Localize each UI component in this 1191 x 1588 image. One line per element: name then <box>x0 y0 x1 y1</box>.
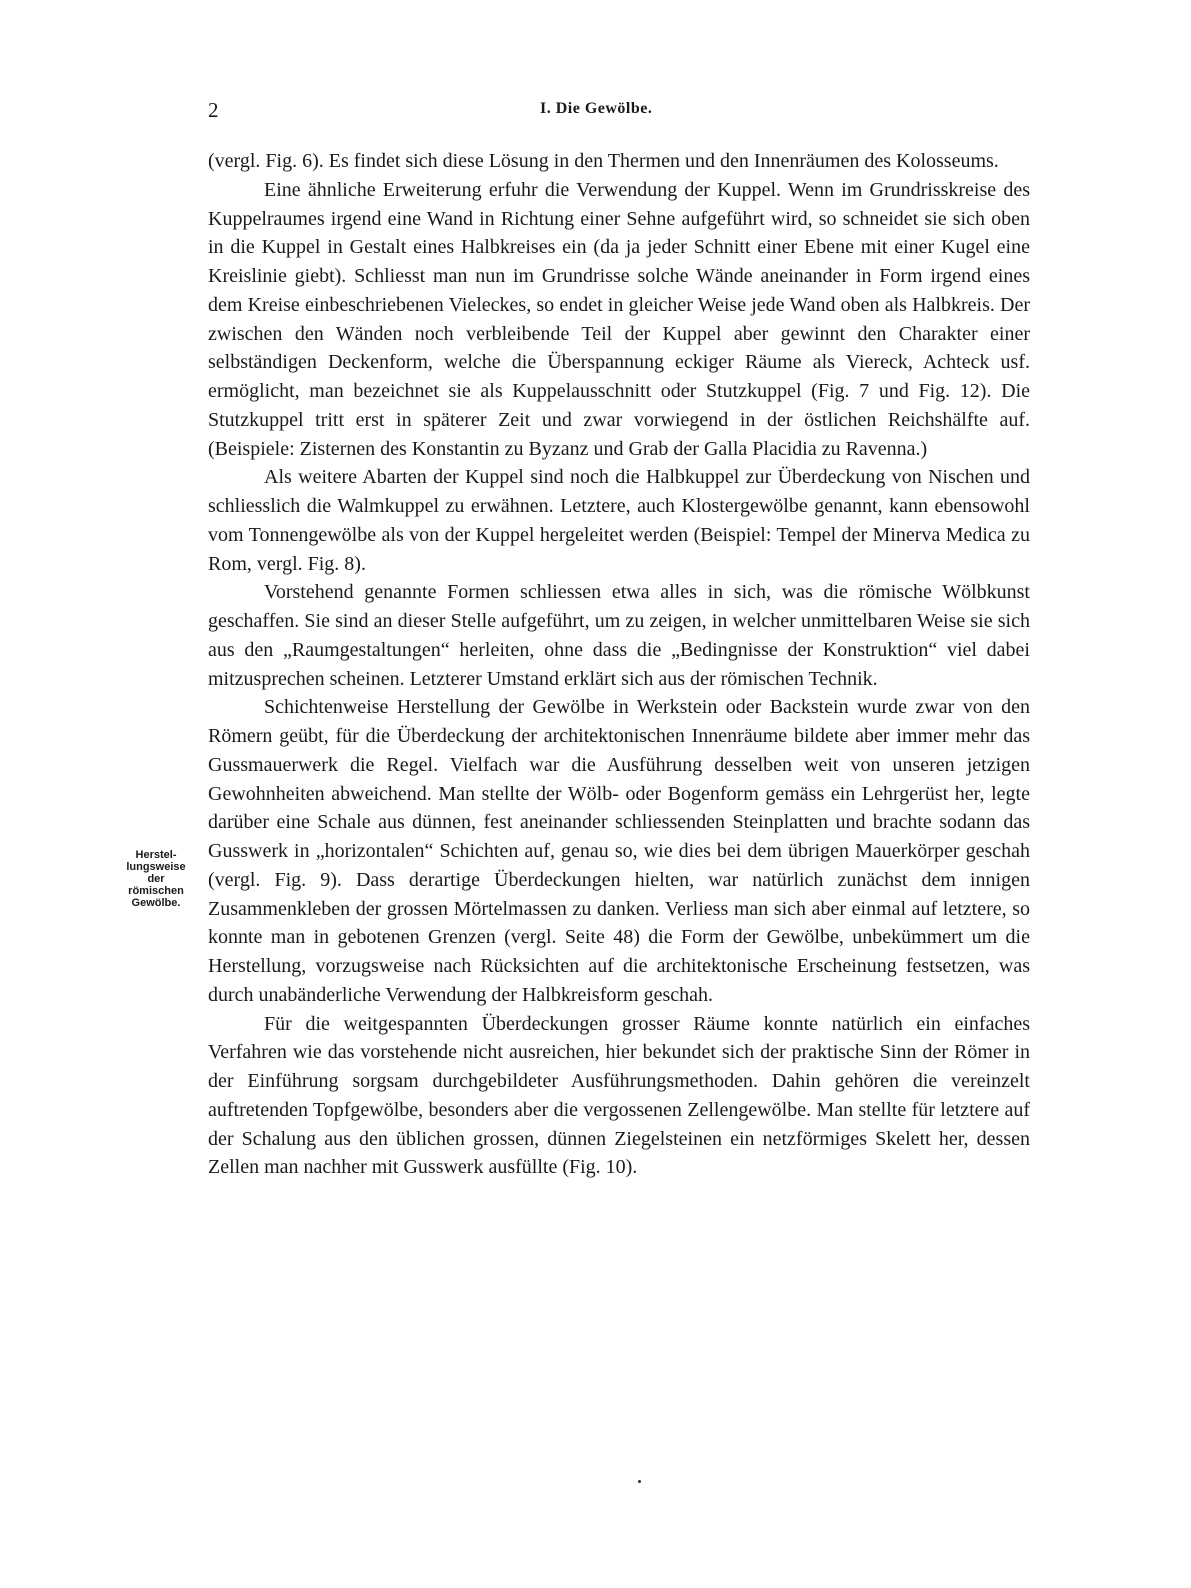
margin-note: Herstel- lungsweise der römischen Gewölbe. <box>126 849 186 909</box>
running-title: I. Die Gewölbe. <box>540 100 653 117</box>
stray-mark <box>638 1480 641 1483</box>
paragraph: (vergl. Fig. 6). Es findet sich diese Lösung in den Thermen und den Innenräumen des Kolosseums. <box>208 150 999 172</box>
paragraph: Eine ähnliche Erweiterung erfuhr die Verwendung der Kuppel. Wenn im Grundrisskreise des Kuppelraumes irgend eine Wand in Richtung einer Sehne aufgeführt wird, so schneidet sie sich oben in die Kuppel in Gestalt eines Halbkreises ein (da ja jeder Schnitt einer Ebene mit einer Kugel eine Kreislinie giebt). Schliesst man nun im Grundrisse solche Wände aneinander in Form irgend eines dem Kreise einbeschriebenen Vieleckes, so endet in gleicher Weise jede Wand oben als Halbkreis. Der zwischen den Wänden noch verbleibende Teil der Kuppel aber gewinnt den Charakter einer selbständigen Deckenform, welche die Überspannung eckiger Räume als Viereck, Achteck usf. ermöglicht, man bezeichnet sie als Kuppelausschnitt oder Stutzkuppel (Fig. 7 und Fig. 12). Die Stutzkuppel tritt erst in späterer Zeit und zwar vorwiegend in der östlichen Reichshälfte auf. (Beispiele: Zisternen des Konstantin zu Byzanz und Grab der Galla Placidia zu Ravenna.) <box>208 178 1030 460</box>
paragraph: Als weitere Abarten der Kuppel sind noch die Halbkuppel zur Überdeckung von Nischen und schliesslich die Walmkuppel zu erwähnen. Letztere, auch Klostergewölbe genannt, kann ebensowohl vom Tonnengewölbe als von der Kuppel hergeleitet werden (Beispiel: Tempel der Minerva Medica zu Rom, vergl. Fig. 8). <box>208 466 1030 575</box>
paragraph: Schichtenweise Herstellung der Gewölbe in Werkstein oder Backstein wurde zwar von den Römern geübt, für die Überdeckung der architektonischen Innenräume bildete aber immer mehr das Gussmauerwerk die Regel. Vielfach war die Ausführung desselben weit von unseren jetzigen Gewohnheiten abweichend. Man stellte der Wölb- oder Bogenform gemäss ein Lehrgerüst her, legte darüber eine Schale aus dünnen, fest aneinander schliessenden Steinplatten und brachte sodann das Gusswerk in „horizontalen“ Schichten auf, genau so, wie dies bei dem übrigen Mauerkörper geschah (vergl. Fig. 9). Dass derartige Überdeckungen hielten, war natürlich zunächst dem innigen Zusammenkleben der grossen Mörtelmassen zu danken. Verliess man sich aber einmal auf letztere, so konnte man in gebotenen Grenzen (vergl. Seite 48) die Form der Gewölbe, unbekümmert um die Herstellung, vorzugsweise nach Rücksichten auf die architektonische Erscheinung festsetzen, was durch unabänderliche Verwendung der Halbkreisform geschah. <box>208 696 1030 1006</box>
page-number: 2 <box>208 98 219 122</box>
paragraph: Für die weitgespannten Überdeckungen grosser Räume konnte natürlich ein einfaches Verfahren wie das vorstehende nicht ausreichen, hier bekundet sich der praktische Sinn der Römer in der Einführung sorgsam durchgebildeter Ausführungsmethoden. Dahin gehören die vereinzelt auftretenden Topfgewölbe, besonders aber die vergossenen Zellengewölbe. Man stellte für letztere auf der Schalung aus den üblichen grossen, dünnen Ziegelsteinen ein netzförmiges Skelett her, dessen Zellen man nachher mit Gusswerk ausfüllte (Fig. 10). <box>208 1012 1030 1179</box>
body-text <box>208 147 1030 1182</box>
paragraph: Vorstehend genannte Formen schliessen etwa alles in sich, was die römische Wölbkunst geschaffen. Sie sind an dieser Stelle aufgeführt, um zu zeigen, in welcher unmittelbaren Weise sie sich aus den „Raumgestaltungen“ herleiten, ohne dass die „Bedingnisse der Konstruktion“ viel dabei mitzusprechen scheinen. Letzterer Umstand erklärt sich aus der römischen Technik. <box>208 581 1030 690</box>
